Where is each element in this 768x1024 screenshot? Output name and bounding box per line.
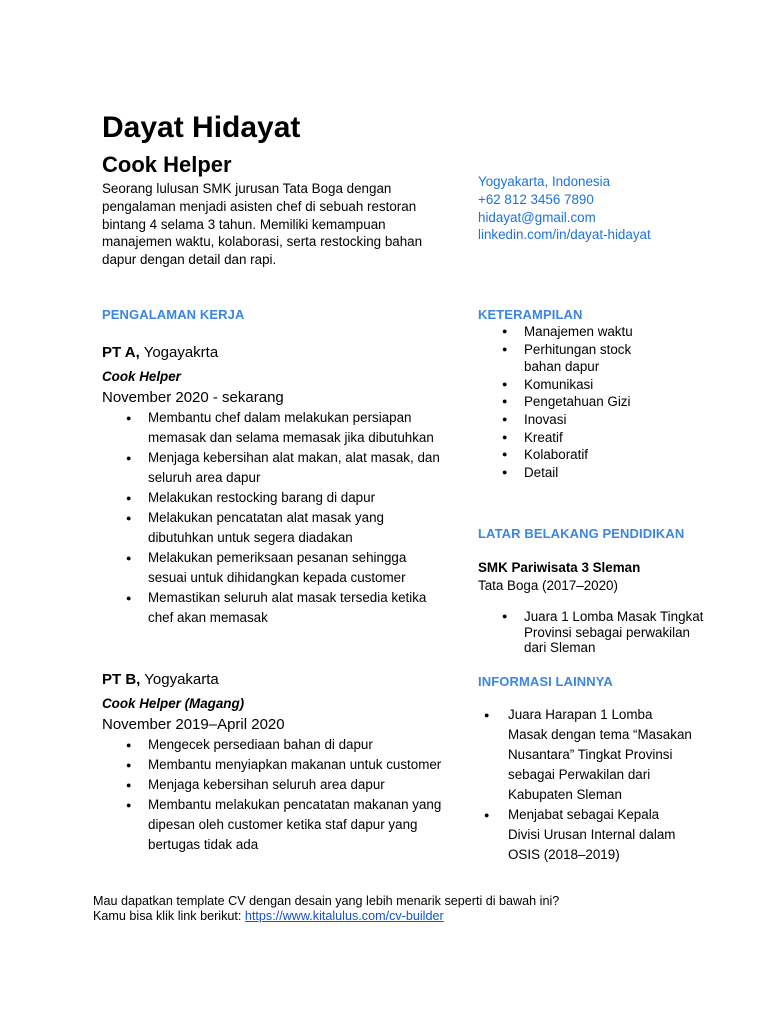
list-item: ● Menjaga kebersihan alat makan, alat masak, dan seluruh area dapur: [102, 448, 447, 488]
list-item: ● Perhitungan stock bahan dapur: [478, 341, 658, 376]
job-task-list: [102, 735, 447, 855]
contact-email: hidayat@gmail.com: [478, 209, 596, 225]
footer-line-2-prefix: Kamu bisa klik link berikut:: [93, 909, 245, 923]
contact-location: Yogyakarta, Indonesia: [478, 174, 611, 189]
job-position: Cook Helper (Magang): [102, 696, 245, 711]
footer-note: [93, 894, 559, 924]
education-degree: Tata Boga (2017–2020): [478, 578, 618, 593]
skills-block: [478, 323, 658, 481]
skills-section-title: KETERAMPILAN: [478, 307, 583, 322]
list-item: ● Melakukan pencatatan alat masak yang dibutuhkan untuk segera diadakan: [102, 508, 447, 548]
job-entry-1: [102, 343, 447, 628]
list-item: ● Juara Harapan 1 Lomba Masak dengan tema “Masakan Nusantara” Tingkat Provinsi sebagai Perwakilan dari Kabupaten Sleman: [478, 705, 693, 805]
list-item: ● Detail: [478, 464, 658, 482]
list-item: ● Membantu menyiapkan makanan untuk customer: [102, 755, 447, 775]
education-school: SMK Pariwisata 3 Sleman: [478, 560, 641, 575]
job-entry-2: [102, 670, 447, 855]
list-item: ● Kreatif: [478, 429, 658, 447]
job-position: Cook Helper: [102, 369, 181, 384]
job-company: PT A,: [102, 344, 140, 361]
list-item: ● Memastikan seluruh alat masak tersedia ketika chef akan memasak: [102, 588, 447, 628]
education-achievements: [478, 609, 708, 656]
skills-list: [478, 323, 658, 481]
footer-line-1: Mau dapatkan template CV dengan desain yang lebih menarik seperti di bawah ini?: [93, 894, 560, 908]
other-info-list: [478, 705, 693, 865]
job-city: Yogayakrta: [143, 344, 219, 361]
list-item: ● Kolaboratif: [478, 446, 658, 464]
list-item: ● Menjabat sebagai Kepala Divisi Urusan Internal dalam OSIS (2018–2019): [478, 805, 693, 865]
list-item: ● Membantu melakukan pencatatan makanan yang dipesan oleh customer ketika staf dapur yang bertugas tidak ada: [102, 795, 447, 855]
footer-line-2: [93, 909, 559, 924]
contact-phone: +62 812 3456 7890: [478, 191, 594, 207]
job-period: November 2020 - sekarang: [102, 389, 284, 406]
profile-summary: Seorang lulusan SMK jurusan Tata Boga dengan pengalaman menjadi asisten chef di sebuah restoran bintang 4 selama 3 tahun. Memiliki kemampuan manajemen waktu, kolaborasi, serta restocking bahan dapur dengan detail dan rapi.: [102, 181, 423, 268]
contact-linkedin: linkedin.com/in/dayat-hidayat: [478, 227, 651, 243]
other-info-section-title: INFORMASI LAINNYA: [478, 674, 613, 689]
job-company: PT B,: [102, 671, 141, 688]
list-item: ● Manajemen waktu: [478, 323, 658, 341]
job-company-line: [102, 343, 447, 363]
job-company-line: [102, 670, 447, 690]
education-block: [478, 559, 708, 656]
list-item: ● Mengecek persediaan bahan di dapur: [102, 735, 447, 755]
job-period: November 2019–April 2020: [102, 716, 285, 733]
list-item: ● Pengetahuan Gizi: [478, 393, 658, 411]
job-task-list: [102, 408, 447, 628]
list-item: ● Membantu chef dalam melakukan persiapan memasak dan selama memasak jika dibutuhkan: [102, 408, 447, 448]
contact-block: [478, 173, 651, 244]
list-item: ● Inovasi: [478, 411, 658, 429]
list-item: ● Melakukan pemeriksaan pesanan sehingga sesuai untuk dihidangkan kepada customer: [102, 548, 447, 588]
candidate-name: Dayat Hidayat: [102, 111, 301, 144]
cv-builder-link[interactable]: https://www.kitalulus.com/cv-builder: [244, 909, 444, 923]
candidate-role: Cook Helper: [102, 152, 232, 177]
list-item: ● Menjaga kebersihan seluruh area dapur: [102, 775, 447, 795]
list-item: ● Melakukan restocking barang di dapur: [102, 488, 447, 508]
other-info-block: [478, 705, 693, 865]
education-section-title: LATAR BELAKANG PENDIDIKAN: [478, 526, 685, 541]
job-city: Yogyakarta: [144, 671, 219, 688]
list-item: ● Komunikasi: [478, 376, 658, 394]
experience-section-title: PENGALAMAN KERJA: [102, 307, 245, 322]
list-item: ● Juara 1 Lomba Masak Tingkat Provinsi sebagai perwakilan dari Sleman: [478, 609, 708, 656]
